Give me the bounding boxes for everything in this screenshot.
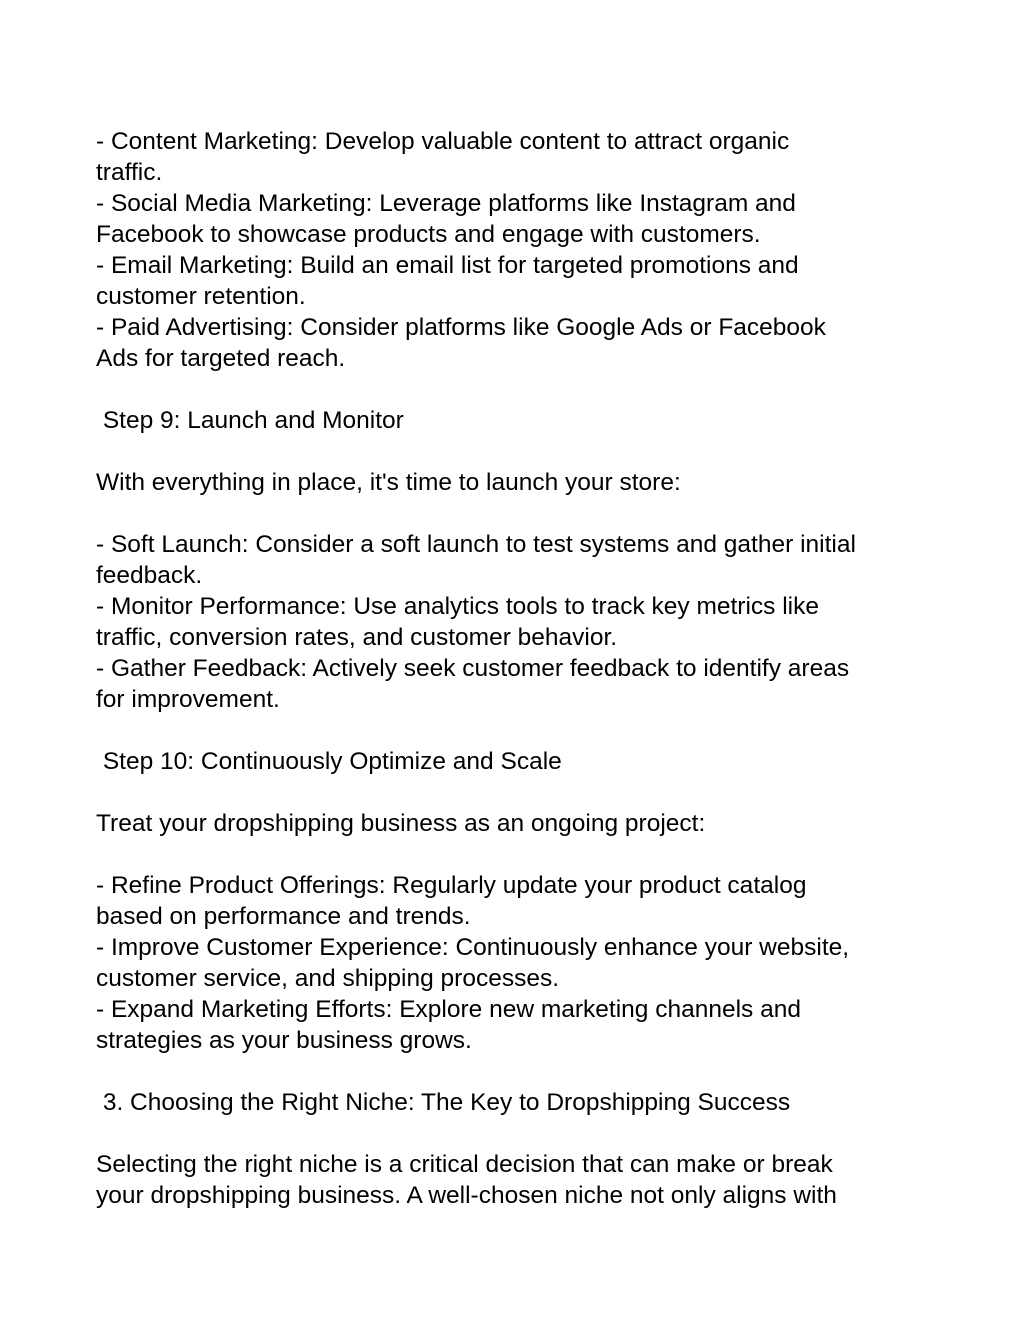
step10-heading: Step 10: Continuously Optimize and Scale xyxy=(96,748,562,775)
bullet-content-marketing: - Content Marketing: Develop valuable content to attract organic traffic. xyxy=(96,128,790,186)
bullet-gather-feedback: - Gather Feedback: Actively seek customer feedback to identify areas for improvement. xyxy=(96,655,850,713)
spacer xyxy=(96,1118,936,1149)
bullet-social-media-marketing: - Social Media Marketing: Leverage platforms like Instagram and Facebook to showcase products and engage with customers. xyxy=(96,190,796,248)
section3-heading: 3. Choosing the Right Niche: The Key to Dropshipping Success xyxy=(96,1089,791,1116)
bullet-paid-advertising: - Paid Advertising: Consider platforms like Google Ads or Facebook Ads for targeted reach. xyxy=(96,314,826,372)
bullet-expand-marketing-efforts: - Expand Marketing Efforts: Explore new marketing channels and strategies as your business grows. xyxy=(96,996,801,1054)
spacer xyxy=(96,839,936,870)
bullet-monitor-performance: - Monitor Performance: Use analytics tools to track key metrics like traffic, conversion rates, and customer behavior. xyxy=(96,593,819,651)
spacer xyxy=(96,436,936,467)
step9-heading: Step 9: Launch and Monitor xyxy=(96,407,404,434)
spacer xyxy=(96,498,936,529)
section3-paragraph: Selecting the right niche is a critical decision that can make or break your dropshipping business. A well-chosen niche not only aligns with xyxy=(96,1151,837,1209)
step10-intro: Treat your dropshipping business as an ongoing project: xyxy=(96,810,706,837)
bullet-email-marketing: - Email Marketing: Build an email list for targeted promotions and customer retention. xyxy=(96,252,799,310)
spacer xyxy=(96,1056,936,1087)
spacer xyxy=(96,777,936,808)
spacer xyxy=(96,715,936,746)
bullet-refine-product-offerings: - Refine Product Offerings: Regularly update your product catalog based on performance and trends. xyxy=(96,872,807,930)
step9-intro: With everything in place, it's time to launch your store: xyxy=(96,469,681,496)
spacer xyxy=(96,374,936,405)
bullet-soft-launch: - Soft Launch: Consider a soft launch to test systems and gather initial feedback. xyxy=(96,531,856,589)
bullet-improve-customer-experience: - Improve Customer Experience: Continuously enhance your website, customer service, and shipping processes. xyxy=(96,934,850,992)
document-body xyxy=(96,126,936,1211)
